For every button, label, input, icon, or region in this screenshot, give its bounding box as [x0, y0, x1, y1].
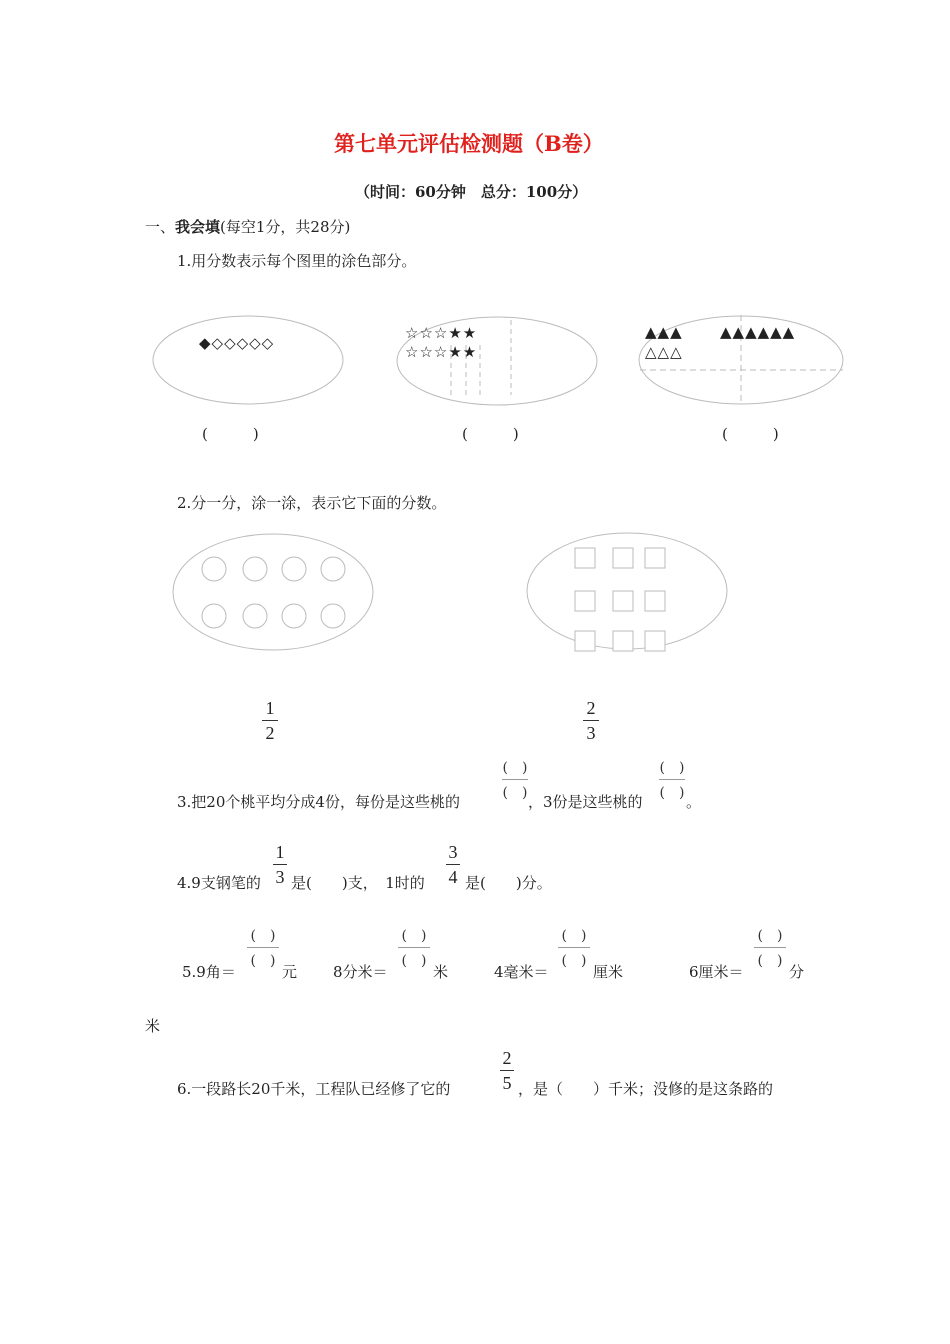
- q3-fraction-blank-2[interactable]: ( ) ( ): [659, 760, 685, 801]
- section-title: 我会填: [175, 218, 221, 236]
- q5-fraction-blank-2[interactable]: ( ) ( ): [398, 928, 430, 969]
- q1-text: 1.用分数表示每个图里的涂色部分。: [177, 252, 417, 270]
- answer-blank-2[interactable]: ( ): [462, 425, 519, 443]
- star-row-2: ☆☆☆★★: [405, 343, 478, 361]
- fraction-two-fifths: 2 5: [500, 1048, 514, 1093]
- q6-text-a: 6.一段路长20千米，工程队已经修了它的: [177, 1080, 451, 1098]
- q2-figures: [0, 0, 950, 670]
- q5-item-4-unit: 分: [789, 963, 805, 981]
- star-row-1: ☆☆☆★★: [405, 324, 478, 342]
- q5-fraction-blank-3[interactable]: ( ) ( ): [558, 928, 590, 969]
- q5-item-2-left: 8分米＝: [333, 963, 388, 981]
- section-note: (每空1分，共28分): [220, 218, 351, 236]
- page-title: 第七单元评估检测题（B卷）: [334, 131, 604, 156]
- fraction-one-third: 1 3: [273, 842, 287, 887]
- q5-item-2-unit: 米: [433, 963, 449, 981]
- q4-text-a: 4.9支钢笔的: [177, 874, 261, 892]
- q5-fraction-blank-4[interactable]: ( ) ( ): [754, 928, 786, 969]
- q6-text-b: ，是（ ）千米；没修的是这条路的: [518, 1080, 774, 1098]
- fraction-one-half: 1 2: [262, 698, 278, 743]
- q3-text-a: 3.把20个桃平均分成4份，每份是这些桃的: [177, 793, 460, 811]
- q3-fraction-blank-1[interactable]: ( ) ( ): [502, 760, 528, 801]
- answer-blank-1[interactable]: ( ): [202, 425, 259, 443]
- diamond-group: ◆◇◇◇◇◇: [199, 334, 275, 352]
- q5-item-1-left: 5.9角＝: [182, 963, 236, 981]
- fraction-two-thirds: 2 3: [583, 698, 599, 743]
- q2-text: 2.分一分，涂一涂，表示它下面的分数。: [177, 494, 447, 512]
- section-number: 一、: [145, 218, 176, 236]
- circle-ellipse: [173, 534, 373, 650]
- triangle-row-1b: ▲▲▲▲▲▲: [720, 323, 796, 341]
- answer-blank-3[interactable]: ( ): [722, 425, 779, 443]
- triangle-row-2: △△△: [645, 343, 683, 361]
- exam-info: （时间：60分钟 总分：100分）: [355, 183, 588, 201]
- triangle-row-1a: ▲▲▲: [645, 323, 683, 341]
- q5-item-4-left: 6厘米＝: [689, 963, 744, 981]
- q4-text-c: 是( )分。: [465, 874, 552, 892]
- q5-item-3-left: 4毫米＝: [494, 963, 549, 981]
- fraction-three-quarters: 3 4: [446, 842, 460, 887]
- q5-wrap-text: 米: [145, 1017, 161, 1035]
- q4-text-b: 是( )支， 1时的: [291, 874, 425, 892]
- squares: [575, 548, 665, 651]
- q5-item-1-unit: 元: [282, 963, 298, 981]
- q3-text-b: ，3份是这些桃的: [528, 793, 643, 811]
- circles: [202, 557, 345, 628]
- q3-text-c: 。: [686, 793, 702, 811]
- q5-item-3-unit: 厘米: [593, 963, 624, 981]
- q5-fraction-blank-1[interactable]: ( ) ( ): [247, 928, 279, 969]
